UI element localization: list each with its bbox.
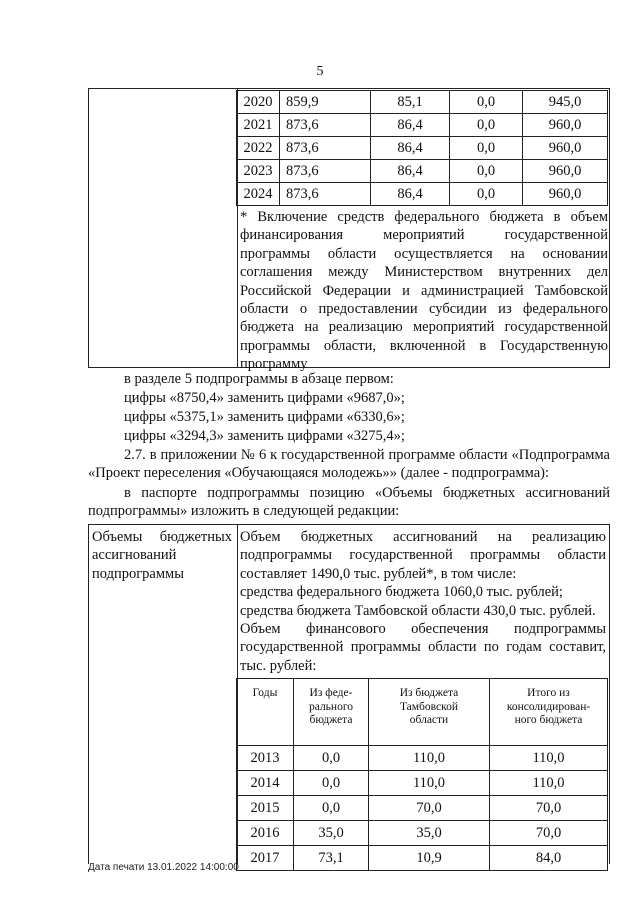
table-cell: 0,0 xyxy=(450,91,523,114)
header-years: Годы xyxy=(237,679,294,746)
replace-line-3: цифры «3294,3» заменить цифрами «3275,4»; xyxy=(124,428,405,444)
passport-budget-table xyxy=(236,678,608,871)
passport-left-line-2: ассигнований xyxy=(92,547,177,564)
table-cell: 960,0 xyxy=(523,137,608,160)
table-cell: 110,0 xyxy=(490,771,608,796)
table-cell: 70,0 xyxy=(490,821,608,846)
table-cell: 2020 xyxy=(237,91,280,114)
paragraph-passport: в паспорте подпрограммы позицию «Объемы бюджетных ассигнований подпрограммы» изложить в следующей редакции: xyxy=(88,485,610,520)
table-cell: 0,0 xyxy=(294,746,369,771)
table-cell: 960,0 xyxy=(523,183,608,206)
header-regional: Из бюджета Тамбовской области xyxy=(369,679,490,746)
table-row xyxy=(237,796,608,821)
table-row xyxy=(237,160,608,183)
table-cell: 945,0 xyxy=(523,91,608,114)
table-row xyxy=(237,821,608,846)
table-cell: 70,0 xyxy=(369,796,490,821)
table-cell: 2023 xyxy=(237,160,280,183)
table-row xyxy=(237,846,608,871)
table-cell: 70,0 xyxy=(490,796,608,821)
table-cell: 2022 xyxy=(237,137,280,160)
table-cell: 873,6 xyxy=(280,183,371,206)
table-cell: 2016 xyxy=(237,821,294,846)
table-cell: 0,0 xyxy=(294,771,369,796)
federal-budget-note: * Включение средств федерального бюджета в объем финансирования мероприятий государственной программы области осуществляется на основании соглашения между Министерством внутренних дел Российской Федерации и администрацией Тамбовской области о предоставлении субсидии из федерального бюджета на реализацию мероприятий государственной программы области, включенной в Государственную программу xyxy=(240,209,608,373)
table-cell: 110,0 xyxy=(490,746,608,771)
table-row xyxy=(237,114,608,137)
table-cell: 73,1 xyxy=(294,846,369,871)
replace-line-2: цифры «5375,1» заменить цифрами «6330,6»; xyxy=(124,409,405,425)
table-row xyxy=(237,771,608,796)
table-cell: 0,0 xyxy=(450,114,523,137)
table-cell: 10,9 xyxy=(369,846,490,871)
header-federal: Из феде- рального бюджета xyxy=(294,679,369,746)
section5-line: в разделе 5 подпрограммы в абзаце первом: xyxy=(124,371,394,387)
table-cell: 2017 xyxy=(237,846,294,871)
table-cell: 2013 xyxy=(237,746,294,771)
table-cell: 35,0 xyxy=(369,821,490,846)
table-cell: 0,0 xyxy=(450,137,523,160)
passport-left-line-1: Объемы бюджетных xyxy=(92,529,232,545)
table-cell: 84,0 xyxy=(490,846,608,871)
passport-total-text: Объем бюджетных ассигнований на реализацию подпрограммы государственной программы области составляет 1490,0 тыс. рублей*, в том числе: xyxy=(240,529,606,582)
table-cell: 86,4 xyxy=(371,137,450,160)
table-cell: 86,4 xyxy=(371,160,450,183)
table-cell: 0,0 xyxy=(294,796,369,821)
table-cell: 2015 xyxy=(237,796,294,821)
passport-left-line-3: подпрограммы xyxy=(92,565,184,582)
table-row xyxy=(237,91,608,114)
table-cell: 873,6 xyxy=(280,114,371,137)
table-cell: 960,0 xyxy=(523,160,608,183)
table-cell: 859,9 xyxy=(280,91,371,114)
table-row xyxy=(237,746,608,771)
table-cell: 2014 xyxy=(237,771,294,796)
header-total: Итого из консолидирован- ного бюджета xyxy=(490,679,608,746)
passport-federal-line: средства федерального бюджета 1060,0 тыс. рублей; xyxy=(240,584,563,601)
passport-right-cell xyxy=(240,528,606,675)
table-cell: 2024 xyxy=(237,183,280,206)
table-cell: 0,0 xyxy=(450,160,523,183)
replace-line-1: цифры «8750,4» заменить цифрами «9687,0»; xyxy=(124,390,405,406)
passport-left-cell xyxy=(92,528,232,583)
table-header-row xyxy=(237,679,608,746)
table-cell: 873,6 xyxy=(280,160,371,183)
table-cell: 960,0 xyxy=(523,114,608,137)
passport-years-text: Объем финансового обеспечения подпрограммы государственной программы области по годам составит, тыс. рублей: xyxy=(240,621,606,674)
table-row xyxy=(237,183,608,206)
table-cell: 86,4 xyxy=(371,114,450,137)
paragraph-2-7: 2.7. в приложении № 6 к государственной программе области «Подпрограмма «Проект переселения «Обучающаяся молодежь»» (далее - подпрограмма): xyxy=(88,447,610,482)
table-cell: 873,6 xyxy=(280,137,371,160)
print-date: Дата печати 13.01.2022 14:00:00 xyxy=(88,862,239,873)
table-cell: 0,0 xyxy=(450,183,523,206)
table-cell: 110,0 xyxy=(369,771,490,796)
page-number: 5 xyxy=(316,64,324,79)
passport-regional-line: средства бюджета Тамбовской области 430,0 тыс. рублей. xyxy=(240,602,596,619)
table-cell: 2021 xyxy=(237,114,280,137)
table-cell: 35,0 xyxy=(294,821,369,846)
top-budget-table xyxy=(236,90,608,206)
table-cell: 110,0 xyxy=(369,746,490,771)
table-row xyxy=(237,137,608,160)
table-cell: 86,4 xyxy=(371,183,450,206)
table-cell: 85,1 xyxy=(371,91,450,114)
